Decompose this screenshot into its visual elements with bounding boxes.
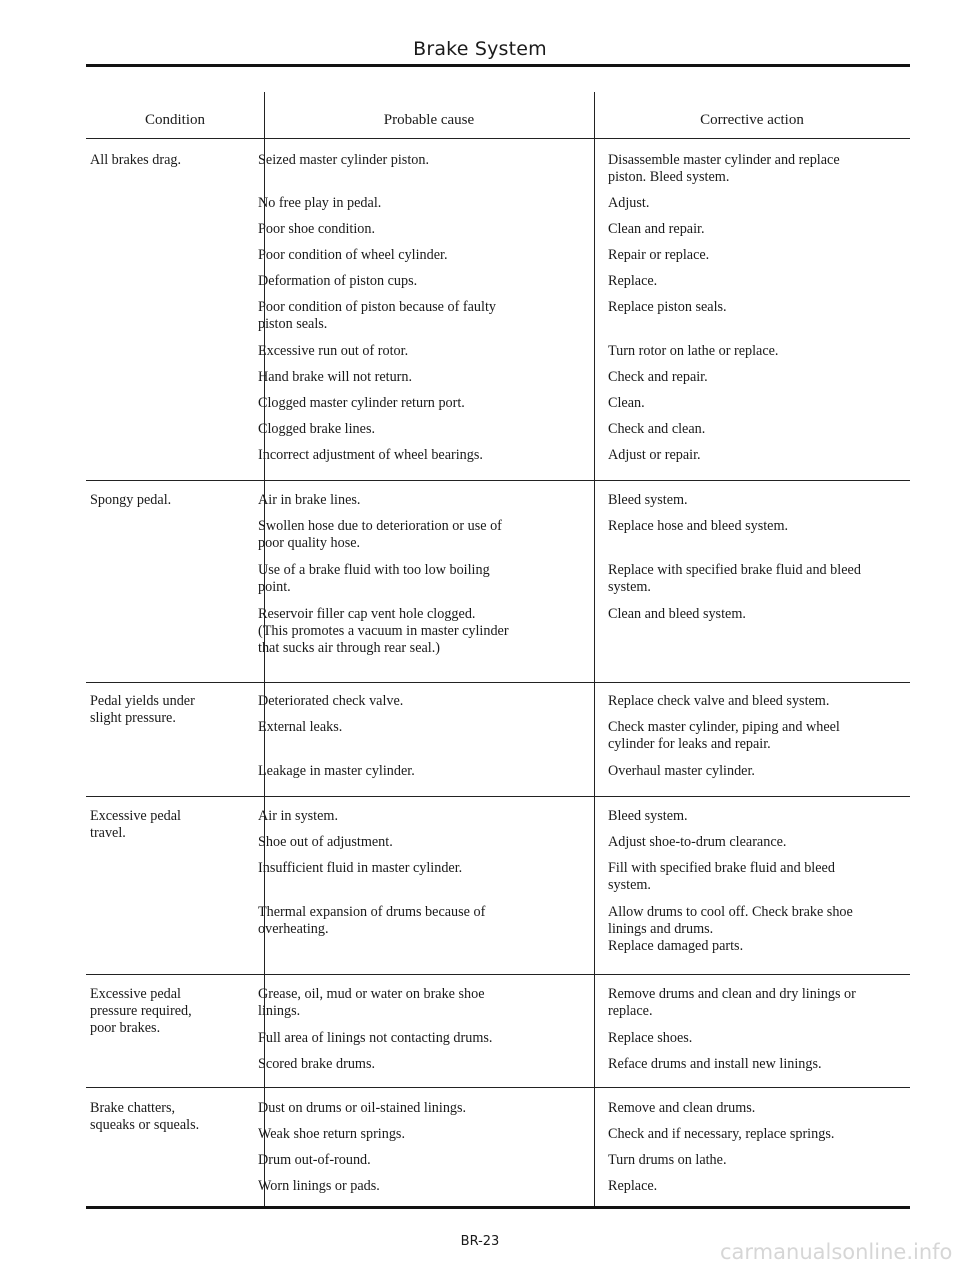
title-rule xyxy=(86,64,910,67)
probable-cause-item-line: Clogged brake lines. xyxy=(258,421,376,437)
corrective-action-item-line: linings and drums. xyxy=(608,921,714,937)
probable-cause-item-line: Worn linings or pads. xyxy=(258,1178,380,1194)
probable-cause-item-line: Deformation of piston cups. xyxy=(258,273,418,289)
condition-cell-line: Pedal yields under xyxy=(90,693,195,709)
condition-cell-line: poor brakes. xyxy=(90,1020,161,1036)
corrective-action-item-line: Turn drums on lathe. xyxy=(608,1152,727,1168)
probable-cause-item-line: linings. xyxy=(258,1003,301,1019)
header-corrective-action: Corrective action xyxy=(700,112,804,128)
header-rule xyxy=(86,138,910,139)
page-title: Brake System xyxy=(413,38,547,60)
corrective-action-item-line: system. xyxy=(608,877,651,893)
probable-cause-item-line: Deteriorated check valve. xyxy=(258,693,404,709)
corrective-action-item-line: Replace. xyxy=(608,1178,658,1194)
corrective-action-item-line: Clean and repair. xyxy=(608,221,705,237)
probable-cause-item-line: (This promotes a vacuum in master cylinder xyxy=(258,623,509,639)
condition-cell-line: pressure required, xyxy=(90,1003,192,1019)
probable-cause-item-line: overheating. xyxy=(258,921,329,937)
probable-cause-item-line: Excessive run out of rotor. xyxy=(258,343,409,359)
probable-cause-item-line: poor quality hose. xyxy=(258,535,361,551)
corrective-action-item-line: Check and if necessary, replace springs. xyxy=(608,1126,835,1142)
probable-cause-item-line: Poor condition of wheel cylinder. xyxy=(258,247,448,263)
condition-cell-line: slight pressure. xyxy=(90,710,176,726)
row-divider xyxy=(86,1087,910,1088)
probable-cause-item-line: Full area of linings not contacting drums. xyxy=(258,1030,493,1046)
corrective-action-item-line: Bleed system. xyxy=(608,808,688,824)
corrective-action-item-line: Replace piston seals. xyxy=(608,299,727,315)
corrective-action-item-line: Allow drums to cool off. Check brake shoe xyxy=(608,904,853,920)
condition-cell-line: Spongy pedal. xyxy=(90,492,172,508)
corrective-action-item-line: Replace with specified brake fluid and bleed xyxy=(608,562,861,578)
condition-cell-line: Excessive pedal xyxy=(90,808,181,824)
corrective-action-item-line: Turn rotor on lathe or replace. xyxy=(608,343,779,359)
probable-cause-item-line: point. xyxy=(258,579,291,595)
corrective-action-item-line: Remove and clean drums. xyxy=(608,1100,756,1116)
probable-cause-item-line: Weak shoe return springs. xyxy=(258,1126,406,1142)
corrective-action-item-line: Adjust. xyxy=(608,195,650,211)
probable-cause-item-line: Clogged master cylinder return port. xyxy=(258,395,465,411)
probable-cause-item-line: Use of a brake fluid with too low boiling xyxy=(258,562,490,578)
corrective-action-item-line: Disassemble master cylinder and replace xyxy=(608,152,840,168)
corrective-action-item-line: replace. xyxy=(608,1003,653,1019)
probable-cause-item-line: Seized master cylinder piston. xyxy=(258,152,429,168)
probable-cause-item-line: Dust on drums or oil-stained linings. xyxy=(258,1100,467,1116)
row-divider xyxy=(86,974,910,975)
probable-cause-item-line: Air in brake lines. xyxy=(258,492,361,508)
corrective-action-item-line: Replace damaged parts. xyxy=(608,938,744,954)
row-divider xyxy=(86,796,910,797)
row-divider xyxy=(86,480,910,481)
probable-cause-item-line: Shoe out of adjustment. xyxy=(258,834,393,850)
corrective-action-item-line: Replace hose and bleed system. xyxy=(608,518,789,534)
corrective-action-item-line: Replace. xyxy=(608,273,658,289)
condition-cell-line: All brakes drag. xyxy=(90,152,182,168)
probable-cause-item-line: Insufficient fluid in master cylinder. xyxy=(258,860,463,876)
watermark: carmanualsonline.info xyxy=(720,1240,953,1264)
probable-cause-item-line: Drum out-of-round. xyxy=(258,1152,371,1168)
corrective-action-item-line: Overhaul master cylinder. xyxy=(608,763,755,779)
corrective-action-item-line: Adjust or repair. xyxy=(608,447,701,463)
page-number: BR-23 xyxy=(460,1234,500,1249)
corrective-action-item-line: Check master cylinder, piping and wheel xyxy=(608,719,840,735)
condition-cell-line: Excessive pedal xyxy=(90,986,181,1002)
corrective-action-item-line: Bleed system. xyxy=(608,492,688,508)
probable-cause-item-line: External leaks. xyxy=(258,719,343,735)
probable-cause-item-line: Incorrect adjustment of wheel bearings. xyxy=(258,447,483,463)
corrective-action-item-line: Adjust shoe-to-drum clearance. xyxy=(608,834,787,850)
corrective-action-item-line: cylinder for leaks and repair. xyxy=(608,736,771,752)
corrective-action-item-line: Check and repair. xyxy=(608,369,708,385)
bottom-rule xyxy=(86,1206,910,1209)
corrective-action-item-line: system. xyxy=(608,579,651,595)
corrective-action-item-line: Fill with specified brake fluid and bleed xyxy=(608,860,835,876)
probable-cause-item-line: that sucks air through rear seal.) xyxy=(258,640,441,656)
probable-cause-item-line: Leakage in master cylinder. xyxy=(258,763,415,779)
probable-cause-item-line: No free play in pedal. xyxy=(258,195,382,211)
probable-cause-item-line: Poor condition of piston because of faulty xyxy=(258,299,496,315)
probable-cause-item-line: Swollen hose due to deterioration or use of xyxy=(258,518,502,534)
corrective-action-item-line: Replace check valve and bleed system. xyxy=(608,693,830,709)
corrective-action-item-line: Replace shoes. xyxy=(608,1030,693,1046)
header-probable-cause: Probable cause xyxy=(383,112,475,128)
corrective-action-item-line: Clean and bleed system. xyxy=(608,606,746,622)
corrective-action-item-line: Remove drums and clean and dry linings or xyxy=(608,986,856,1002)
corrective-action-item-line: piston. Bleed system. xyxy=(608,169,730,185)
probable-cause-item-line: piston seals. xyxy=(258,316,328,332)
probable-cause-item-line: Air in system. xyxy=(258,808,338,824)
probable-cause-item-line: Poor shoe condition. xyxy=(258,221,376,237)
probable-cause-item-line: Scored brake drums. xyxy=(258,1056,376,1072)
corrective-action-item-line: Clean. xyxy=(608,395,645,411)
probable-cause-item-line: Reservoir filler cap vent hole clogged. xyxy=(258,606,476,622)
condition-cell-line: squeaks or squeals. xyxy=(90,1117,200,1133)
condition-cell-line: Brake chatters, xyxy=(90,1100,176,1116)
row-divider xyxy=(86,682,910,683)
probable-cause-item-line: Thermal expansion of drums because of xyxy=(258,904,486,920)
column-divider-2 xyxy=(594,92,595,1208)
corrective-action-item-line: Reface drums and install new linings. xyxy=(608,1056,822,1072)
probable-cause-item-line: Hand brake will not return. xyxy=(258,369,413,385)
corrective-action-item-line: Check and clean. xyxy=(608,421,706,437)
condition-cell-line: travel. xyxy=(90,825,126,841)
probable-cause-item-line: Grease, oil, mud or water on brake shoe xyxy=(258,986,485,1002)
header-condition: Condition xyxy=(144,112,205,128)
corrective-action-item-line: Repair or replace. xyxy=(608,247,710,263)
